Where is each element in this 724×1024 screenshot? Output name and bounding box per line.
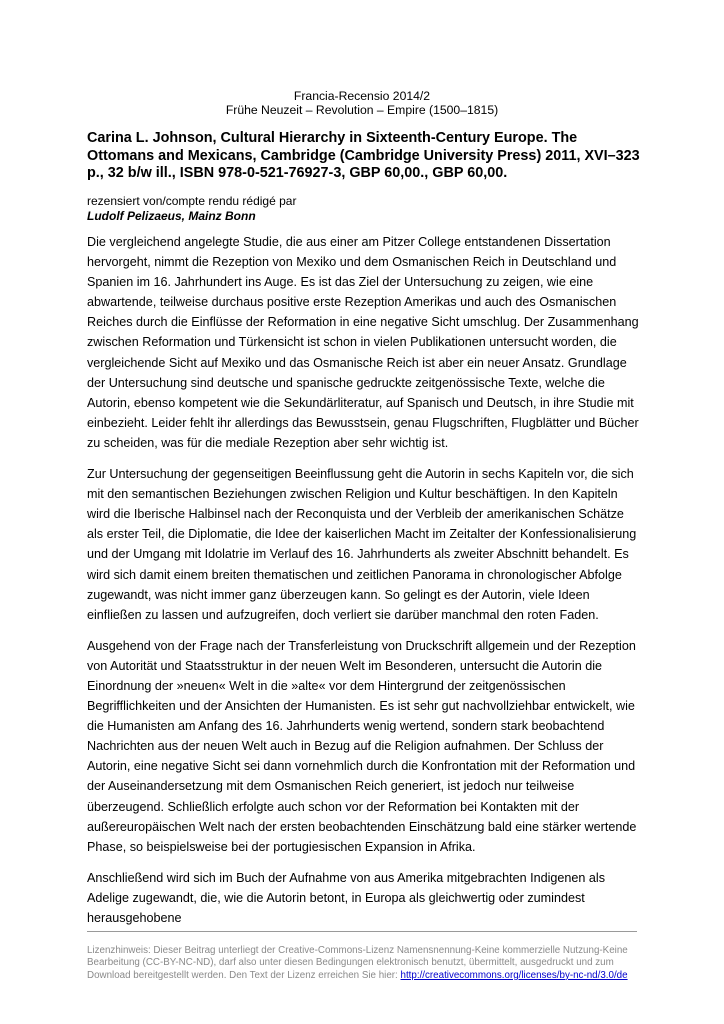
journal-header: Francia-Recensio 2014/2 <box>293 89 431 103</box>
license-link[interactable]: http://creativecommons.org/licenses/by-nc-nd/3.0/de <box>400 969 628 981</box>
paragraph: Ausgehend von der Frage nach der Transferleistung von Druckschrift allgemein und der Rezeption von Autorität und Staatsstruktur in der neuen Welt im Besonderen, untersucht die Autorin die Einordnung der »neuen« Welt in die »alte« vor dem Hintergrund der zeitgenössischen Begrifflichkeiten und der Ansichten der Humanisten. Es ist sehr gut nachvollziehbar entwickelt, wie die Humanisten am Anfang des 16. Jahrhunderts wenig wertend, sondern stark beobachtend Nachrichten aus der neuen Welt auch in Bezug auf die Religion aufnahmen. Der Schluss der Autorin, eine negative Sicht sei dann vornehmlich durch die Konfrontation mit der Reformation und der Auseinandersetzung mit dem Osmanischen Reich generiert, ist jedoch nur teilweise überzeugend. Schließlich erfolgte auch schon vor der Reformation bei Kontakten mit der außereuropäischen Welt nach der ersten beobachtenden Einschätzung bald eine stärker wertende Phase, so beispielsweise bei der portugiesischen Expansion in Afrika. <box>87 638 637 854</box>
license-text: Lizenzhinweis: Dieser Beitrag unterliegt der Creative-Commons-Lizenz Namensnennung-Keine kommerzielle Nutzung-Keine Bearbeitung (CC-BY-NC-ND), darf also unter diesen Bedingungen elektronisch benutzt, übermittelt, ausgedruckt und zum Download bereitgestellt werden. Den Text der Lizenz erreichen Sie hier: <box>87 945 628 981</box>
footer-divider <box>87 931 637 932</box>
paragraph: Zur Untersuchung der gegenseitigen Beeinflussung geht die Autorin in sechs Kapiteln vor, die sich mit den semantischen Beziehungen zwischen Religion und Kultur beschäftigen. In den Kapiteln wird die Iberische Halbinsel nach der Reconquista und der Verbleib der amerikanischen Schätze als erster Teil, die Diplomatie, die Idee der kaiserlichen Macht im Zeitalter der Konfessionalisierung und der Umgang mit Idolatrie im Verlauf des 16. Jahrhunderts als zweiter Abschnitt behandelt. Es wird sich damit einem breiten thematischen und zeitlichen Panorama in chronologischer Abfolge zugewandt, was nicht immer ganz überzeugen kann. So gelingt es der Autorin, viele Ideen einfließen zu lassen und aufzugreifen, doch verliert sie darüber manchmal den roten Faden. <box>87 467 637 622</box>
paragraph: Anschließend wird sich im Buch der Aufnahme von aus Amerika mitgebrachten Indigenen als Adelige zugewandt, die, wie die Autorin betont, in Europa als gleichwertig oder zumindest herausgehobene <box>87 870 606 925</box>
section-header: Frühe Neuzeit – Revolution – Empire (1500–1815) <box>225 103 499 117</box>
paragraph: Die vergleichend angelegte Studie, die aus einer am Pitzer College entstandenen Dissertation hervorgeht, nimmt die Rezeption von Mexiko und dem Osmanischen Reich in Deutschland und Spanien im 16. Jahrhundert ins Auge. Es ist das Ziel der Untersuchung zu zeigen, wie eine abwartende, teilweise durchaus positive erste Rezeption Amerikas und auch des Osmanischen Reiches durch die Einflüsse der Reformation in eine negative Sicht umschlug. Der Zusammenhang zwischen Reformation und Türkensicht ist schon in vielen Publikationen untersucht worden, die vergleichende Sicht auf Mexiko und das Osmanische Reich ist aber ein neuer Ansatz. Grundlage der Untersuchung sind deutsche und spanische gedruckte zeitgenössische Texte, welche die Autorin, ebenso kompetent wie die Sekundärliteratur, auf Spanisch und Deutsch, in ihre Studie mit einbezieht. Leider fehlt ihr allerdings das Bewusstsein, genau Flugschriften, Flugblätter und Bücher zu scheiden, was für die mediale Rezeption aber sehr wichtig ist. <box>87 235 639 450</box>
review-title: Carina L. Johnson, Cultural Hierarchy in Sixteenth-Century Europe. The Ottomans and Mexicans, Cambridge (Cambridge University Press) 2011, XVI–323 p., 32 b/w ill., ISBN 978-0-521-76927-3, GBP 60,00., GBP 60,00. <box>87 130 640 181</box>
byline <box>87 194 296 223</box>
reviewed-by-label: rezensiert von/compte rendu rédigé par <box>87 194 297 208</box>
license-notice <box>87 945 647 982</box>
reviewer-name: Ludolf Pelizaeus, Mainz Bonn <box>87 208 256 223</box>
review-body <box>87 232 643 939</box>
